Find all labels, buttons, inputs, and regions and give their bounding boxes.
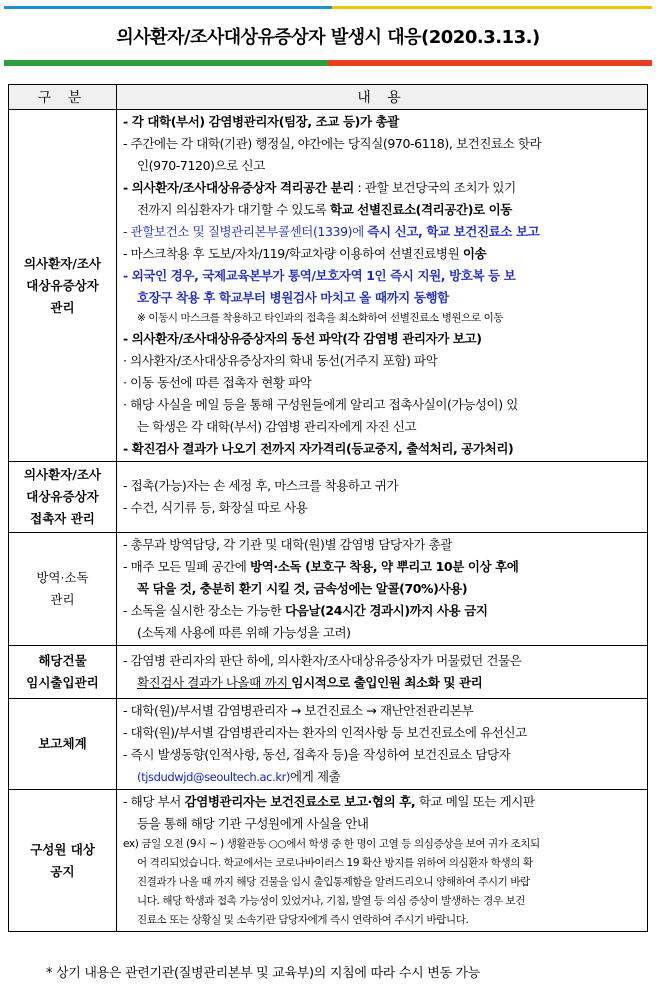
content-line: · 해당 사실을 메일 등을 통해 구성원들에게 알리고 접촉사실이(가능성이) 있 <box>123 397 518 412</box>
content-line: - 의사환자/조사대상유증상자 격리공간 분리 <box>123 180 354 195</box>
category-label: 해당건물 임시출입관리 <box>26 653 99 690</box>
content-line: - 수건, 식기류 등, 화장실 따로 사용 <box>123 500 308 515</box>
row-content <box>117 533 648 646</box>
content-line: 방역·소독 (보호구 착용, 약 뿌리고 10분 이상 후에 <box>250 559 519 574</box>
content-line: - 관할보건소 및 질병관리본부콜센터(1339)에 <box>123 224 368 239</box>
content-line: 전까지 의심환자가 대기할 수 있도록 <box>137 202 330 217</box>
content-line: - 대학(원)/부서별 감염병관리자는 환자의 인적사항 등 보건진료소에 유선신고 <box>123 725 527 740</box>
table-row <box>9 462 648 533</box>
content-line: - 의사환자/조사대상유증상자의 동선 파악(각 감염병 관리자가 보고) <box>123 331 482 346</box>
content-line: : 관할 보건당국의 조치가 있기 <box>353 180 516 195</box>
table-row <box>9 533 648 646</box>
example-line: 진료소 또는 상황실 및 소속기관 담당자에게 즉시 연락하여 주시기 바랍니다. <box>137 914 469 926</box>
content-line: - 대학(원)/부서별 감염병관리자 → 보건진료소 → 재난안전관리본부 <box>123 703 474 718</box>
row-content <box>117 790 648 932</box>
content-line: - 감염병 관리자의 판단 하에, 의사환자/조사대상유증상자가 머물렀던 건물은 <box>123 653 522 668</box>
category-label: 구성원 대상 공지 <box>30 841 95 879</box>
content-line: 등을 통해 해당 기관 구성원에게 사실을 안내 <box>137 816 369 831</box>
content-line: (소독제 사용에 따른 위해 가능성을 고려) <box>137 625 351 640</box>
example-line: 진결과가 나올 때 까지 해당 건물을 임시 출입통제함을 알려드리오니 양해하여 주시기 바랍 <box>137 876 530 888</box>
content-line: 는 학생은 각 대학(부서) 감염병 관리자에게 자진 신고 <box>137 419 417 434</box>
row-content <box>117 699 648 790</box>
content-line: 학교 메일 또는 게시판 <box>415 794 535 809</box>
row-category <box>9 646 117 699</box>
footnote: * 상기 내용은 관련기관(질병관리본부 및 교육부)의 지침에 따라 수시 변동 가능 <box>46 966 481 981</box>
content-line: 학교 선별진료소(격리공간)로 이동 <box>330 202 512 217</box>
content-line: - 총무과 방역담당, 각 기관 및 대학(원)별 감염병 담당자가 총괄 <box>123 537 452 552</box>
row-category <box>9 110 117 462</box>
content-line: 에게 제출 <box>290 769 341 784</box>
row-category <box>9 699 117 790</box>
category-label: 방역·소독 관리 <box>36 570 89 607</box>
row-category <box>9 533 117 646</box>
table-row <box>9 646 648 699</box>
content-line: - 매주 모든 밀폐 공간에 <box>123 559 251 574</box>
category-label: 의사환자/조사 대상유증상자 관리 <box>23 255 102 315</box>
content-line: - 즉시 발생동향(인적사항, 동선, 접촉자 등)을 작성하여 보건진료소 담당자 <box>123 747 511 762</box>
table-row <box>9 699 648 790</box>
content-line: - 마스크착용 후 도보/자차/119/학교차량 이용하여 선별진료병원 <box>123 246 463 261</box>
content-line: 인(970-7120)으로 신고 <box>137 158 265 173</box>
top-accent-bar <box>0 6 656 14</box>
content-line: - 접촉(가능)자는 손 세정 후, 마스크를 착용하고 귀가 <box>123 478 399 493</box>
example-line: ex) 금일 오전 (9시 ~ ) 생활관동 ○○에서 학생 중 한 명이 고열 등 의심증상을 보여 귀가 조치되 <box>123 838 540 850</box>
content-line: 꼭 닦을 것, 충분히 환기 시킬 것, 금속성에는 알콜(70%)사용) <box>137 581 468 596</box>
category-label: 의사환자/조사 대상유증상자 접촉자 관리 <box>23 467 102 526</box>
underline-red <box>328 60 652 66</box>
row-content <box>117 110 648 462</box>
table-row <box>9 790 648 932</box>
title-underline-bar <box>4 60 652 66</box>
top-accent-blue <box>4 6 332 9</box>
content-line: 감염병관리자는 보건진료소로 보고·협의 후, <box>184 794 416 809</box>
example-line: 어 격리되었습니다. 학교에서는 코로나바이러스 19 확산 방지를 위하여 의심환자 학생의 확 <box>137 857 533 869</box>
category-label: 보고체계 <box>38 736 87 751</box>
content-line: 이송 <box>462 246 487 261</box>
content-line: 확진검사 결과가 나올때 까지 <box>137 675 292 690</box>
content-line: - 주간에는 각 대학(기관) 행정실, 야간에는 당직실(970-6118), 보건진료소 핫라 <box>123 136 542 151</box>
page-title: 의사환자/조사대상유증상자 발생시 대응(2020.3.13.) <box>116 27 540 48</box>
content-line: 즉시 신고, 학교 보건진료소 보고 <box>367 224 540 239</box>
top-accent-yellow <box>332 6 652 9</box>
row-content <box>117 646 648 699</box>
header-content: 내 용 <box>117 85 648 110</box>
content-line: - 각 대학(부서) 감염병관리자(팀장, 조교 등)가 총괄 <box>123 114 399 129</box>
content-line: 다음날(24시간 경과시)까지 사용 금지 <box>285 603 488 618</box>
content-line: · 이동 동선에 따른 접촉자 현황 파악 <box>123 375 312 390</box>
header-category: 구 분 <box>9 85 117 110</box>
response-table <box>8 84 648 932</box>
content-line: - 해당 부서 <box>123 794 185 809</box>
table-header-row <box>9 85 648 110</box>
table-row <box>9 110 648 462</box>
content-line: - 확진검사 결과가 나오기 전까지 자가격리(등교중지, 출석처리, 공가처리) <box>123 441 514 456</box>
content-line: 임시적으로 출입인원 최소화 및 관리 <box>291 675 483 690</box>
underline-green <box>4 60 328 66</box>
row-content <box>117 462 648 533</box>
email-link[interactable]: (tjsdudwjd@seoultech.ac.kr) <box>137 770 291 784</box>
content-note: ※ 이동시 마스크를 착용하고 타인과의 접촉을 최소화하여 선별진료소 병원으로 이동 <box>137 312 504 324</box>
content-line: - 소독을 실시한 장소는 가능한 <box>123 603 286 618</box>
content-line: 호장구 착용 후 학교부터 병원검사 마치고 올 때까지 동행함 <box>137 290 449 305</box>
content-line: · 의사환자/조사대상유증상자의 학내 동선(거주지 포함) 파악 <box>123 353 438 368</box>
row-category <box>9 462 117 533</box>
example-line: 니다. 해당 학생과 접촉 가능성이 있었거나, 기침, 발열 등 의심 증상이 발생하는 경우 보건 <box>137 895 526 907</box>
content-line: - 외국인 경우, 국제교육본부가 통역/보호자역 1인 즉시 지원, 방호복 등 보 <box>123 268 516 283</box>
row-category <box>9 790 117 932</box>
